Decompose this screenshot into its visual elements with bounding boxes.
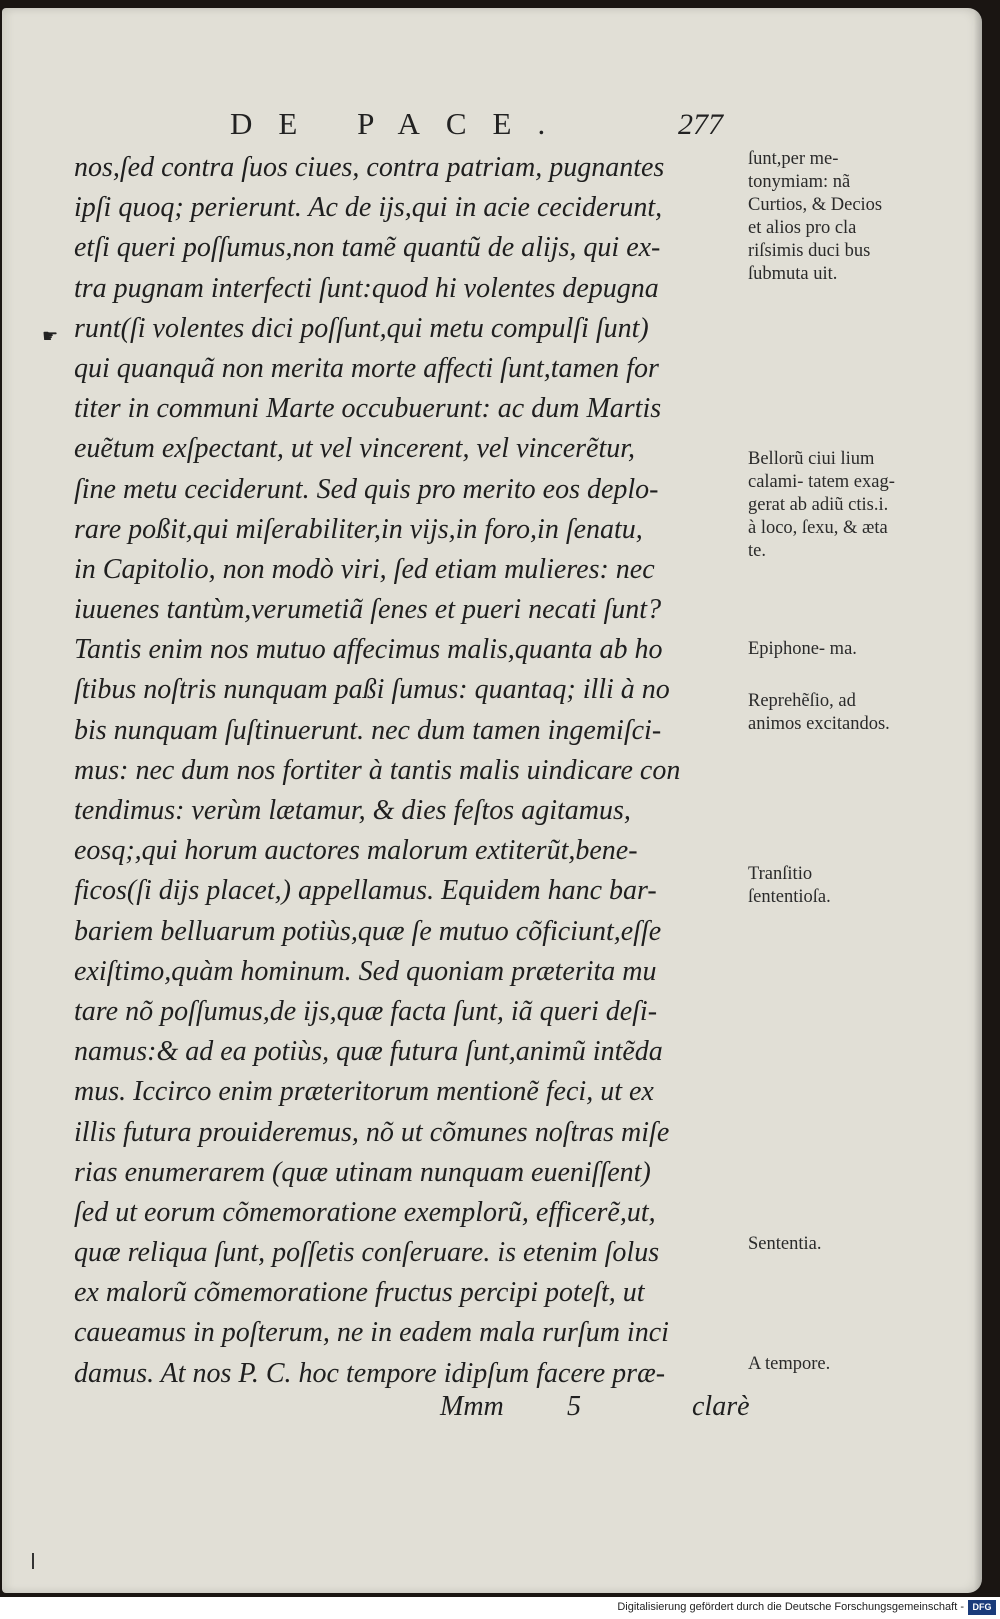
text-line: rias enumerarem (quæ utinam nunquam eueniſſent) bbox=[74, 1156, 651, 1188]
text-line: rare poßit,qui miſerabiliter,in vijs,in foro,in ſenatu, bbox=[74, 513, 643, 545]
manicule-icon: ☛ bbox=[42, 326, 59, 346]
text-line: ipſi quoq; perierunt. Ac de ijs,qui in acie ceciderunt, bbox=[74, 192, 663, 224]
margin-note-sententia: Sententia. bbox=[748, 1234, 822, 1254]
text-line: ſine metu ceciderunt. Sed quis pro merito eos deplo- bbox=[74, 473, 659, 505]
margin-note-a-tempore: A tempore. bbox=[748, 1354, 831, 1374]
text-line: quæ reliqua ſunt, poſſetis conſeruare. is etenim ſolus bbox=[74, 1237, 660, 1269]
text-line: in Capitolio, non modò viri, ſed etiam mulieres: nec bbox=[74, 553, 655, 585]
running-head: DE PACE. bbox=[230, 106, 572, 141]
text-line: tendimus: verùm lætamur, & dies feſtos agitamus, bbox=[74, 795, 631, 826]
main-text-block bbox=[74, 148, 742, 1394]
edge-mark bbox=[32, 1553, 34, 1569]
text-line: ſed ut eorum cõmemoratione exemplorũ, efficerẽ,ut, bbox=[74, 1196, 656, 1228]
book-page bbox=[2, 8, 982, 1593]
text-line: titer in communi Marte occubuerunt: ac dum Martis bbox=[74, 393, 662, 425]
text-line: caueamus in poſterum, ne in eadem mala rurſum inci bbox=[74, 1317, 669, 1349]
text-line: Tantis enim nos mutuo affecimus malis,quanta ab ho bbox=[74, 634, 663, 666]
text-line: nos,ſed contra ſuos ciues, contra patriam, pugnantes bbox=[74, 152, 665, 183]
margin-note-reprehensio: Reprehẽſio, ad animos excitandos. bbox=[748, 691, 890, 734]
text-line: ſtibus noſtris nunquam paßi ſumus: quantaq; illi à no bbox=[74, 674, 670, 706]
digitization-footer bbox=[0, 1597, 1000, 1619]
page-number: 277 bbox=[678, 108, 723, 141]
catchword: clarè bbox=[692, 1391, 750, 1422]
text-line: illis futura prouideremus, nõ ut cõmunes noſtras miſe bbox=[74, 1116, 670, 1148]
text-line: tra pugnam interfecti ſunt:quod hi volentes depugna bbox=[74, 272, 659, 304]
footer-credit: Digitalisierung gefördert durch die Deutsche Forschungsgemeinschaft - bbox=[617, 1601, 964, 1613]
text-line: eosq;,qui horum auctores malorum extiterũt,bene- bbox=[74, 835, 638, 867]
margin-note-transitio: Tranſitio ſententioſa. bbox=[748, 864, 831, 907]
text-line: bis nunquam ſuſtinuerunt. nec dum tamen ingemiſci- bbox=[74, 714, 662, 746]
text-line: mus. Iccirco enim præteritorum mentionẽ feci, ut ex bbox=[74, 1076, 654, 1108]
margin-note-civil-war: Bellorũ ciui lium calami- tatem exag- gerat ab adiũ ctis.i. à loco, ſexu, & æta te. bbox=[748, 449, 895, 561]
text-line: iuuenes tantùm,verumetiã ſenes et pueri necati ſunt? bbox=[74, 594, 662, 626]
text-line: ex malorũ cõmemoratione fructus percipi poteſt, ut bbox=[74, 1277, 645, 1309]
text-line: namus:& ad ea potiùs, quæ futura ſunt,animũ intẽda bbox=[74, 1036, 663, 1068]
text-line: damus. At nos P. C. hoc tempore idipſum facere præ- bbox=[74, 1357, 666, 1389]
text-line: ficos(ſi dijs placet,) appellamus. Equidem hanc bar- bbox=[74, 875, 657, 907]
text-line: euẽtum exſpectant, ut vel vincerent, vel vincerẽtur, bbox=[74, 433, 636, 465]
signature-number: 5 bbox=[567, 1391, 581, 1422]
text-line: exiſtimo,quàm hominum. Sed quoniam præterita mu bbox=[74, 955, 657, 987]
text-line: qui quanquã non merita morte affecti ſunt,tamen for bbox=[74, 352, 659, 384]
text-line: mus: nec dum nos fortiter à tantis malis uindicare con bbox=[74, 754, 681, 786]
margin-note-metonymy: ſunt,per me- tonymiam: nã Curtios, & Decios et alios pro cla riſsimis duci bus ſubmuta uit. bbox=[748, 149, 883, 284]
text-line: tare nõ poſſumus,de ijs,quæ facta ſunt, iã queri deſi- bbox=[74, 995, 658, 1027]
text-line: etſi queri poſſumus,non tamẽ quantũ de alijs, qui ex- bbox=[74, 232, 661, 264]
dfg-logo: DFG bbox=[968, 1600, 996, 1615]
text-line: runt(ſi volentes dici poſſunt,qui metu compulſi ſunt) bbox=[74, 312, 649, 344]
signature-mark: Mmm bbox=[440, 1391, 504, 1422]
text-line: bariem belluarum potiùs,quæ ſe mutuo cõficiunt,eſſe bbox=[74, 915, 662, 947]
margin-note-epiphonema: Epiphone- ma. bbox=[748, 639, 857, 659]
